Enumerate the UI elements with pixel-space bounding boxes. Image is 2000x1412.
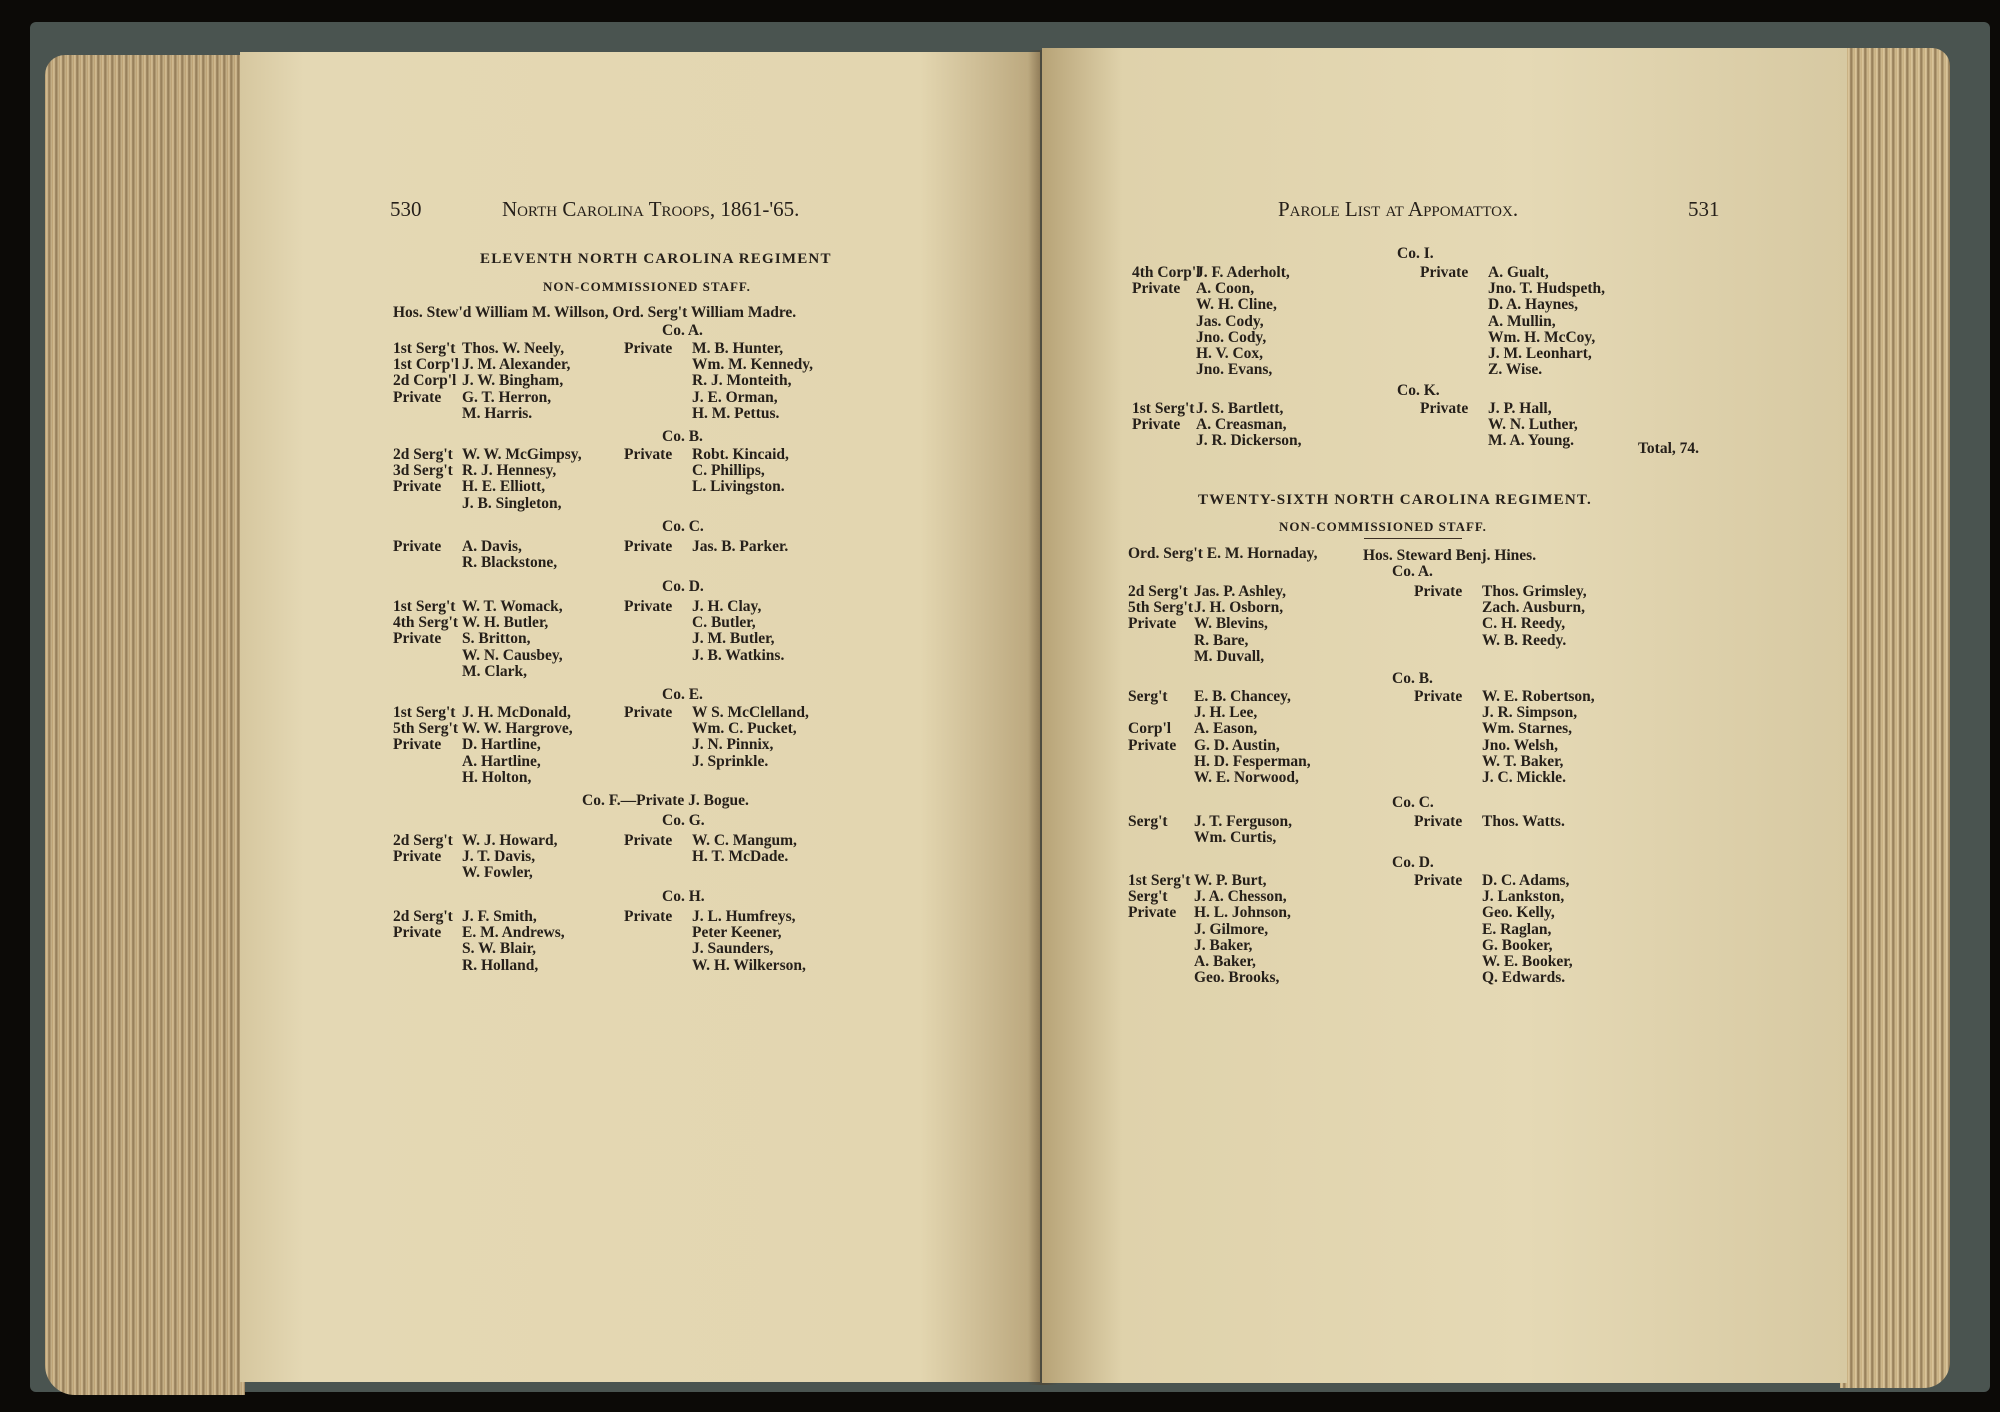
roster-name: J. M. Butler, [692,630,775,648]
roster-rank: Serg't [1128,813,1168,830]
roster-name: J. H. Lee, [1194,704,1258,722]
roster-rank: Private [393,736,442,754]
roster-name: Robt. Kincaid, [692,446,789,463]
roster-name: Wm. Starnes, [1482,720,1572,738]
roster-name: Q. Edwards. [1482,969,1566,987]
roster-name: J. F. Smith, [462,908,537,925]
roster-rank: Private [1132,280,1181,298]
roster-name: L. Livingston. [692,478,785,496]
roster-name: W. E. Booker, [1482,953,1573,970]
roster-name: G. T. Herron, [462,388,552,406]
staff-line: Hos. Stew'd William M. Willson, Ord. Serg't William Madre. [393,304,797,321]
roster-name: J. F. Aderholt, [1196,264,1290,281]
roster-name: A. Creasman, [1196,416,1287,434]
roster-name: J. W. Bingham, [462,372,564,390]
roster-rank: 2d Serg't [393,832,453,849]
roster-name: J. T. Ferguson, [1194,813,1293,830]
roster-rank: 4th Serg't [393,614,459,632]
roster-name: J. T. Davis, [462,848,536,866]
roster-rank: Private [624,704,673,721]
company-label: Co. B. [662,428,703,445]
roster-rank: Private [393,630,442,648]
roster-name: R. J. Hennesy, [462,462,557,480]
roster-name: W. H. Butler, [462,614,549,632]
roster-name: H. L. Johnson, [1194,904,1291,922]
roster-rank: Private [1414,872,1463,889]
roster-name: J. R. Dickerson, [1196,432,1302,450]
right-page [1042,48,1847,1383]
roster-name: J. B. Watkins. [692,646,785,664]
roster-rank: Private [1128,904,1177,922]
company-label: Co. A. [1392,563,1433,580]
roster-rank: Private [1414,583,1463,600]
roster-name: H. Holton, [462,768,532,786]
roster-name: D. A. Haynes, [1488,296,1578,314]
roster-rank: Private [624,908,673,925]
roster-rank: 1st Serg't [393,598,456,615]
roster-name: W. W. McGimpsy, [462,446,582,463]
roster-name: S. W. Blair, [462,940,536,958]
roster-name: A. Gualt, [1488,264,1549,281]
roster-name: A. Hartline, [462,752,541,770]
roster-name: J. Saunders, [692,940,774,958]
running-title: Parole List at Appomattox. [1278,197,1519,221]
roster-name: H. M. Pettus. [692,404,780,422]
roster-name: Jas. B. Parker. [692,538,789,555]
roster-name: Geo. Kelly, [1482,904,1555,922]
roster-name: Jno. T. Hudspeth, [1488,280,1606,298]
regiment-heading: ELEVENTH NORTH CAROLINA REGIMENT [480,251,832,267]
roster-name: Thos. Watts. [1482,813,1565,830]
company-label: Co. C. [662,518,704,535]
roster-rank: 1st Corp'l [393,356,459,374]
roster-rank: 2d Corp'l [393,372,457,390]
roster-name: C. Phillips, [692,462,765,480]
roster-rank: Private [1420,264,1469,281]
company-label: Co. E. [662,686,703,703]
regiment-heading: TWENTY-SIXTH NORTH CAROLINA REGIMENT. [1198,492,1592,508]
roster-name: A. Mullin, [1488,312,1556,330]
roster-name: Wm. H. McCoy, [1488,328,1596,346]
roster-name: E. M. Andrews, [462,924,565,942]
page-edges-left [45,55,245,1395]
company-label: Co. C. [1392,794,1434,811]
roster-name: Geo. Brooks, [1194,969,1280,987]
roster-name: Thos. W. Neely, [462,340,565,357]
company-label: Co. F.—Private J. Bogue. [582,792,749,809]
roster-name: W. C. Mangum, [692,832,797,849]
roster-name: Z. Wise. [1488,361,1543,379]
roster-name: Wm. M. Kennedy, [692,356,813,374]
roster-name: W. W. Hargrove, [462,720,573,738]
roster-name: Jno. Cody, [1196,328,1267,346]
roster-rank: Private [624,446,673,463]
roster-name: J. H. Osborn, [1194,599,1284,617]
roster-name: M. B. Hunter, [692,340,784,357]
roster-name: W. Blevins, [1194,615,1268,633]
page-number: 530 [390,197,422,221]
roster-name: J. P. Hall, [1488,400,1552,417]
roster-rank: 1st Serg't [393,704,456,721]
roster-name: W. T. Baker, [1482,752,1564,770]
company-label: Co. G. [662,812,705,829]
company-label: Co. D. [662,578,704,595]
company-label: Co. K. [1397,382,1440,399]
section-rule [1364,538,1462,539]
roster-name: W. E. Norwood, [1194,769,1299,786]
roster-rank: Private [1414,688,1463,705]
roster-rank: Private [624,538,673,555]
roster-name: M. Duvall, [1194,647,1265,665]
staff-heading: NON-COMMISSIONED STAFF. [543,279,751,294]
roster-name: R. J. Monteith, [692,372,792,390]
roster-name: J. M. Alexander, [462,356,571,374]
staff-right: Hos. Steward Benj. Hines. [1363,547,1537,564]
running-title: North Carolina Troops, 1861-'65. [502,197,800,221]
roster-rank: Private [393,478,442,496]
roster-name: Thos. Grimsley, [1482,583,1587,600]
roster-rank: Private [393,388,442,406]
roster-name: W. Fowler, [462,864,533,882]
roster-name: R. Holland, [462,956,539,974]
roster-name: Wm. Curtis, [1194,829,1277,847]
roster-name: H. V. Cox, [1196,345,1264,362]
roster-rank: Serg't [1128,688,1168,705]
roster-name: J. M. Leonhart, [1488,345,1592,362]
roster-rank: Private [1132,416,1181,434]
roster-name: Jas. P. Ashley, [1194,583,1287,600]
roster-name: G. Booker, [1482,936,1553,954]
roster-name: Zach. Ausburn, [1482,599,1585,617]
roster-rank: Private [1128,736,1177,754]
roster-rank: Serg't [1128,888,1168,906]
roster-name: W. B. Reedy. [1482,631,1567,649]
roster-name: J. R. Simpson, [1482,704,1578,722]
roster-name: W. J. Howard, [462,832,558,849]
roster-name: G. D. Austin, [1194,736,1280,754]
roster-name: S. Britton, [462,630,531,648]
company-label: Co. I. [1397,245,1434,262]
roster-rank: Private [1420,400,1469,417]
page-edges-right [1840,48,1950,1388]
company-label: Co. H. [662,888,705,905]
roster-name: E. B. Chancey, [1194,688,1291,705]
roster-name: A. Davis, [462,538,522,555]
roster-name: J. L. Humfreys, [692,908,796,925]
roster-name: C. H. Reedy, [1482,615,1566,633]
roster-name: M. Harris. [462,404,533,422]
roster-rank: 5th Serg't [393,720,459,738]
roster-name: W. H. Wilkerson, [692,956,806,974]
roster-name: W S. McClelland, [692,704,809,721]
roster-rank: 4th Corp'l [1132,264,1201,281]
roster-rank: 1st Serg't [393,340,456,357]
roster-name: J. C. Mickle. [1482,769,1566,786]
roster-name: Jno. Evans, [1196,361,1273,379]
roster-name: J. H. McDonald, [462,704,571,721]
roster-name: R. Bare, [1194,631,1249,649]
roster-name: J. S. Bartlett, [1196,400,1284,417]
roster-rank: 3d Serg't [393,462,453,480]
roster-rank: 1st Serg't [1132,400,1195,417]
roster-name: W. P. Burt, [1194,872,1267,889]
roster-name: J. E. Orman, [692,388,778,406]
company-label: Co. A. [662,322,703,339]
roster-name: M. Clark, [462,662,528,680]
roster-rank: Private [393,924,442,942]
roster-name: J. N. Pinnix, [692,736,774,754]
company-label: Co. B. [1392,670,1433,687]
roster-name: J. Lankston, [1482,888,1565,906]
roster-name: A. Coon, [1196,280,1255,298]
roster-name: W. N. Causbey, [462,646,563,664]
roster-rank: Private [393,848,442,866]
roster-name: M. A. Young. [1488,432,1574,450]
roster-name: H. D. Fesperman, [1194,752,1311,770]
roster-name: J. A. Chesson, [1194,888,1287,906]
staff-heading: NON-COMMISSIONED STAFF. [1279,519,1487,534]
roster-name: H. E. Elliott, [462,478,546,496]
staff-left: Ord. Serg't E. M. Hornaday, [1128,545,1318,562]
roster-rank: Private [393,538,442,555]
roster-rank: 2d Serg't [393,446,453,463]
page-number: 531 [1688,197,1720,221]
roster-name: J. B. Singleton, [462,494,562,512]
roster-name: A. Eason, [1194,720,1258,738]
roster-name: W. T. Womack, [462,598,563,615]
roster-rank: Corp'l [1128,720,1172,738]
roster-rank: 1st Serg't [1128,872,1191,889]
roster-name: H. T. McDade. [692,848,789,866]
roster-rank: 2d Serg't [393,908,453,925]
roster-name: Wm. C. Pucket, [692,720,797,738]
roster-name: J. H. Clay, [692,598,762,615]
roster-name: C. Butler, [692,614,756,632]
roster-rank: Private [624,832,673,849]
roster-name: J. Gilmore, [1194,920,1269,938]
roster-name: A. Baker, [1194,953,1256,970]
roster-rank: Private [1414,813,1463,830]
roster-name: J. Baker, [1194,936,1253,954]
roster-name: W. H. Cline, [1196,296,1277,314]
roster-rank: Private [1128,615,1177,633]
roster-name: W. N. Luther, [1488,416,1578,434]
roster-rank: 2d Serg't [1128,583,1188,600]
company-label: Co. D. [1392,854,1434,871]
roster-name: J. Sprinkle. [692,752,769,770]
roster-name: E. Raglan, [1482,920,1552,938]
roster-name: Peter Keener, [692,924,782,942]
total-count: Total, 74. [1638,440,1700,457]
roster-rank: 5th Serg't [1128,599,1194,617]
roster-name: D. Hartline, [462,736,541,754]
roster-rank: Private [624,340,673,357]
roster-name: D. C. Adams, [1482,872,1570,889]
roster-name: R. Blackstone, [462,554,558,572]
roster-rank: Private [624,598,673,615]
roster-name: Jas. Cody, [1196,312,1264,330]
left-page [240,52,1040,1382]
roster-name: W. E. Robertson, [1482,688,1595,705]
roster-name: Jno. Welsh, [1482,736,1558,754]
